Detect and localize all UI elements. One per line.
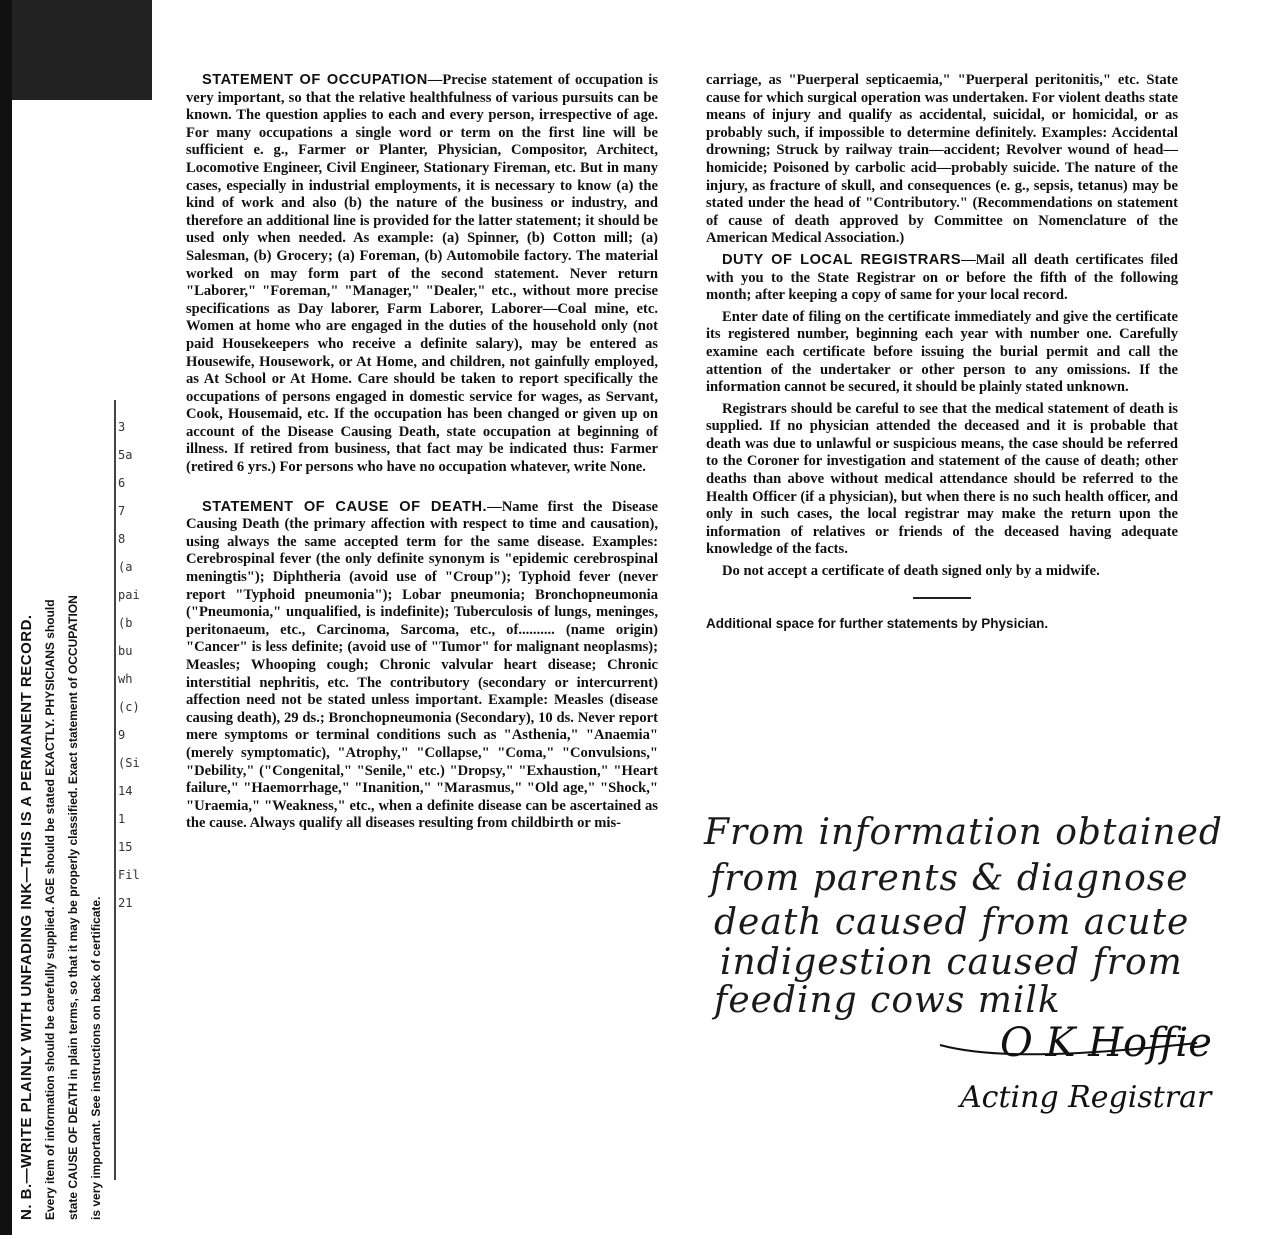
section-gap — [186, 481, 658, 499]
left-column — [186, 72, 658, 837]
form-fragment: 1 — [118, 812, 126, 826]
handwritten-line: death caused from acute — [714, 902, 1190, 943]
form-fragment: (c) — [118, 700, 140, 714]
form-fragments — [118, 420, 152, 1180]
occupation-body: —Precise statement of occupation is very important, so that the relative healthfulness of various pursuits can be known. The question applies to each and every person, irrespective of age. For many occupations a single word or term on the first line will be sufficient e. g., Farmer or Planter, Physician, Compositor, Architect, Locomotive Engineer, Civil Engineer, Stationary Fireman, etc. But in many cases, especially in industrial employments, it is necessary to know (a) the kind of work and also (b) the nature of the business or industry, and therefore an additional line is provided for the latter statement; it should be used only when needed. As example: (a) Spinner, (b) Cotton mill; (a) Salesman, (b) Grocery; (a) Foreman, (b) Automobile factory. The material worked on may form part of the second statement. Never return "Laborer," "Foreman," "Manager," "Dealer," etc., without more precise specifications as Day laborer, Farm Laborer, Laborer—Coal mine, etc. Women at home who are engaged in the duties of the household only (not paid Housekeepers who receive a definite salary), may be entered as Housewife, Housework, or At Home, and children, not gainfully employed, as At School or At Home. Care should be taken to report specifically the occupations of persons engaged in domestic service for wages, as Servant, Cook, Housemaid, etc. If the occupation has been changed or given up on account of the Disease Causing Death, state occupation at beginning of illness. If retired from business, that fact may be indicated thus: Farmer (retired 6 yrs.) For persons who have no occupation whatever, write None. — [186, 72, 658, 476]
form-fragment: 5a — [118, 448, 133, 462]
form-fragment: 3 — [118, 420, 126, 434]
medical-statement-paragraph: Registrars should be careful to see that the medical statement of death is supplied. If no physician attended the deceased and it is probable that death was due to unlawful or suspicious means, the case should be referred to the Coroner for investigation and statement of the cause of death; other deaths than above without medical attendance should be referred to the Health Officer (if a physician), but when there is no such health officer, and only in such cases, the local registrar may make the return upon the information of relatives or friends of the deceased having adequate knowledge of the facts. — [706, 400, 1178, 558]
form-fragment: (b — [118, 616, 133, 630]
form-fragment: 15 — [118, 840, 133, 854]
handwritten-line: From information obtained — [704, 812, 1223, 853]
cause-continuation: carriage, as "Puerperal septicaemia," "Puerperal peritonitis," etc. State cause for which surgical operation was undertaken. For violent deaths state means of injury and qualify as accidental, suicidal, or homicidal, or as probably such, if impossible to determine definitely. Examples: Accidental drowning; Struck by railway train—accident; Revolver wound of head—homicide; Poisoned by carbolic acid—probably suicide. The nature of the injury, as fracture of skull, and consequences (e. g., sepsis, tetanus) may be stated under the head of "Contributory." (Recommendations on statement of cause of death approved by Committee on Nomenclature of the American Medical Association.) — [706, 72, 1178, 247]
side-important-line: is very important. See instructions on back of certificate. — [89, 896, 103, 1220]
registrar-title: Acting Registrar — [960, 1080, 1212, 1115]
right-column — [706, 72, 1178, 632]
cause-heading: STATEMENT OF CAUSE OF DEATH. — [202, 498, 488, 515]
duty-heading: DUTY OF LOCAL REGISTRARS — [722, 251, 962, 268]
cause-body: —Name first the Disease Causing Death (the primary affection with respect to time and causation), using always the same accepted term for the same disease. Examples: Cerebrospinal fever (the only definite synonym is "epidemic cerebrospinal meningtis"); Diphtheria (avoid use of "Croup"); Typhoid fever (never report "Typhoid pneumonia"); Lobar pneumonia; Bronchopneumonia ("Pneumonia," unqualified, is indefinite); Tuberculosis of lungs, meninges, peritonaeum, etc., Carcinoma, Sarcoma, etc., of.......... (name origin) "Cancer" is less definite; (avoid use of "Tumor" for malignant neoplasms); Measles; Whooping cough; Chronic valvular heart disease; Chronic interstitial nephritis, etc. The contributory (secondary or intercurrent) affection need not be stated unless important. Example: Measles (disease causing death), 29 ds.; Bronchopneumonia (Secondary), 10 ds. Never report mere symptoms or terminal conditions such as "Asthenia," "Anaemia" (merely symptomatic), "Atrophy," "Collapse," "Coma," "Convulsions," "Debility," ("Congenital," "Senile," etc.) "Dropsy," "Exhaustion," "Heart failure," "Haemorrhage," "Inanition," "Marasmus," "Old age," "Shock," "Uraemia," "Weakness," etc., when a definite disease can be ascertained as the cause. Always qualify all diseases resulting from childbirth or mis- — [186, 498, 658, 832]
side-info-line: Every item of information should be carefully supplied. AGE should be stated EXACTLY. PHYSICIANS should — [43, 599, 57, 1220]
form-fragment: 7 — [118, 504, 126, 518]
scan-corner-shadow — [12, 0, 152, 100]
form-fragment: bu — [118, 644, 133, 658]
form-fragment: wh — [118, 672, 133, 686]
registrar-signature: O K Hoffie — [1000, 1020, 1212, 1066]
handwritten-line: indigestion caused from — [720, 942, 1183, 983]
additional-space-label: Additional space for further statements by Physician. — [706, 615, 1049, 631]
form-edge-rule — [114, 400, 116, 1180]
form-fragment: 14 — [118, 784, 133, 798]
filing-paragraph: Enter date of filing on the certificate immediately and give the certificate its registered number, beginning each year with number one. Carefully examine each certificate before issuing the burial permit and call the attention of the undertaker or other person to any omissions. If the information cannot be secured, it should be plainly stated unknown. — [706, 308, 1178, 396]
occupation-paragraph — [186, 72, 658, 477]
handwritten-line: from parents & diagnose — [710, 858, 1189, 899]
form-fragment: 6 — [118, 476, 126, 490]
form-fragment: (Si — [118, 756, 140, 770]
side-cause-line: state CAUSE OF DEATH in plain terms, so that it may be properly classified. Exact statement of OCCUPATION — [66, 595, 80, 1220]
form-fragment: 8 — [118, 532, 126, 546]
handwritten-line: feeding cows milk — [714, 980, 1061, 1021]
duty-body: —Mail all death certificates filed with you to the State Registrar on or before the fifth of the following month; after keeping a copy of same for your local record. — [706, 251, 1178, 304]
midwife-paragraph: Do not accept a certificate of death signed only by a midwife. — [722, 563, 1100, 580]
section-divider — [913, 597, 971, 599]
form-fragment: 9 — [118, 728, 126, 742]
form-fragment: (a — [118, 560, 133, 574]
duty-paragraph — [706, 252, 1178, 305]
form-fragment: pai — [118, 588, 140, 602]
cause-paragraph — [186, 499, 658, 833]
side-notice-line: N. B.—WRITE PLAINLY WITH UNFADING INK—THIS IS A PERMANENT RECORD. — [18, 614, 35, 1220]
scan-edge-bar — [0, 0, 12, 1235]
form-fragment: 21 — [118, 896, 133, 910]
form-fragment: Fil — [118, 868, 140, 882]
occupation-heading: STATEMENT OF OCCUPATION — [202, 72, 428, 88]
